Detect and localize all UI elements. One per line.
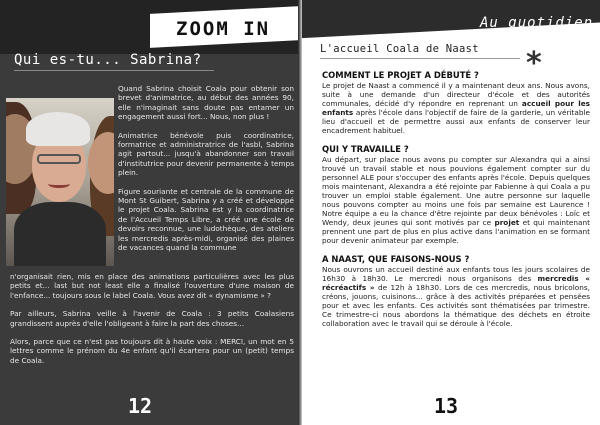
asterisk-icon: *: [526, 46, 542, 81]
intro-paragraph: Figure souriante et centrale de la commune de Mont St Guibert, Sabrina y a créé et développé le projet Coala. Sabrina est y la coordinatrice de l'Accueil Temps Libre, a créé une école de devoirs reconnue, une ludothèque, des ateliers les mercredis après-midi, organisé des plaines de vacances quand la commune: [118, 186, 294, 253]
intro-paragraph: Animatrice bénévole puis coordinatrice, formatrice et administratrice de l'asbl, Sabrina agit partout... jusqu'à abandonner son travail d'institutrice pour devenir permanente à temps plein.: [118, 130, 294, 178]
section-paragraph: Le projet de Naast a commencé il y a maintenant deux ans. Nous avons, suite à une demande d'un directeur d'école et des autorités communales, décidé d'y répondre en reprenant un accueil pour les enfants après l'école dans l'objectif de faire de la garderie, un véritable lieu d'accueil et de permettre aussi aux enfants de conserver leur encadrement habituel.: [322, 81, 590, 136]
section-paragraph: Au départ, sur place nous avons pu compter sur Alexandra qui a ainsi trouvé un travail stable et nous pouvions également compter sur du personnel ALE pour s'occuper des enfants après l'école. Depuis quelques mois maintenant, Alexandra a été rejointe par Fabienne à qui Coala a pu trouver un emploi stable également. Une autre personne sur laquelle nous pouvons compter au moins une fois par semaine est Laurence ! Notre équipe a eu la chance d'être rejointe par deux bénévoles : Loïc et Wendy, deux jeunes qui sont motivés par ce projet et qui maintenant prennent une part de plus en plus active dans l'animation en se formant pour devenir animateur par exemple.: [322, 154, 590, 246]
section-heading: QUI Y TRAVAILLE ?: [322, 143, 409, 154]
section-heading: COMMENT LE PROJET A DÉBUTÉ ?: [322, 70, 479, 80]
zoom-in-title: ZOOM IN: [176, 18, 271, 40]
body-text: [10, 272, 294, 374]
section-banner-title: Au quotidien: [480, 15, 594, 31]
article-lede: Qui es-tu... Sabrina?: [14, 52, 202, 68]
page-number-left: 12: [128, 394, 153, 418]
article-body: [322, 70, 590, 336]
page-number-right: 13: [434, 394, 459, 418]
section-paragraph: Nous ouvrons un accueil destiné aux enfants tous les jours scolaires de 16h30 à 18h30. Le mercredi nous organisons des mercredis « récréactifs » de 12h à 18h30. Lors de ces mercredis, nous bricolons, créons, jouons, cuisinons... grâce à des activités préparées et pensées pour et avec les enfants. Ces activités sont thématisées par trimestre. Ce trimestre-ci nous abordons la thématique des déchets en étroite collaboration avec le travail qui se déroule à l'école.: [322, 264, 590, 329]
portrait-photo: [6, 98, 114, 266]
section-heading: A NAAST, QUE FAISONS-NOUS ?: [322, 253, 470, 264]
body-paragraph: n'organisait rien, mis en place des animations particulières avec les plus petits et... last but not least elle a finalisé l'ouverture d'une maison de l'enfance... toujours sous le label Coala. Vous avez dit « dynamisme » ?: [10, 272, 294, 300]
intro-paragraph: Quand Sabrina choisit Coala pour obtenir son brevet d'animatrice, au début des années 90, elle n'imaginait sans doute pas entamer un engagement aussi fort... Nous, non plus !: [118, 84, 294, 122]
lede-underline: [14, 70, 214, 71]
article-title: L'accueil Coala de Naast: [320, 43, 479, 55]
right-page: [302, 0, 600, 425]
title-underline: [320, 58, 520, 59]
intro-column: [118, 84, 294, 262]
body-paragraph: Par ailleurs, Sabrina veille à l'avenir de Coala : 3 petits Coalasiens grandissent auprès d'elle l'obligeant à faire la part des choses...: [10, 309, 294, 328]
body-paragraph: Alors, parce que ce n'est pas toujours dit à haute voix : MERCI, un mot en 5 lettres comme le prénom du 4e enfant qu'il écartera pour un (petit) temps de Coala.: [10, 337, 294, 365]
